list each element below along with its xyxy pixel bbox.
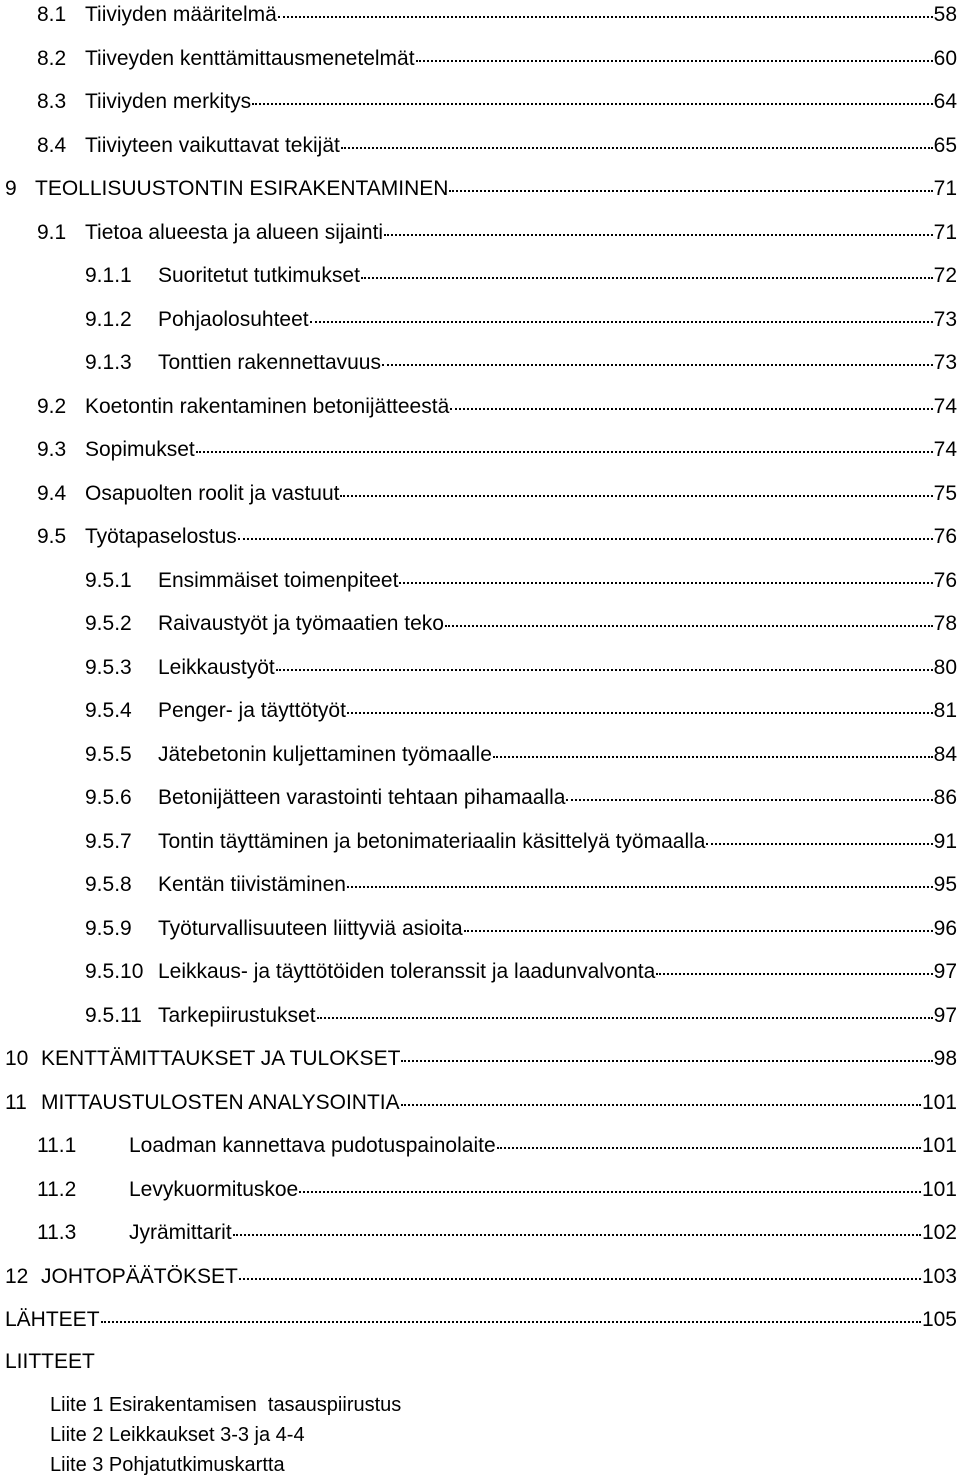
dot-leader (317, 1017, 933, 1019)
dot-leader (493, 756, 933, 758)
toc-entry[interactable] (37, 522, 957, 552)
toc-entry-number: 9.5.9 (85, 916, 132, 940)
toc-entry-number: 9.1.1 (85, 264, 132, 287)
toc-entry-page: 81 (933, 699, 957, 722)
toc-entry-number: 9.5.4 (85, 699, 132, 722)
toc-entry-number: 11.1 (37, 1134, 77, 1157)
toc-entry-page: 73 (933, 351, 957, 374)
toc-entry[interactable] (85, 783, 957, 813)
toc-entry-page: 76 (933, 525, 957, 548)
toc-entry-page: 78 (933, 612, 957, 635)
dot-leader (341, 147, 933, 149)
toc-entry[interactable] (37, 44, 957, 74)
toc-entry-page: 65 (933, 133, 957, 157)
dot-leader (384, 234, 933, 236)
toc-entry-number: 11 (5, 1090, 27, 1114)
toc-entry-number: 9.1.2 (85, 307, 132, 331)
toc-entry[interactable] (85, 957, 957, 987)
toc-entry-title: Jyrämittarit (129, 1221, 232, 1244)
toc-entry-page: 74 (933, 438, 957, 461)
toc-entry-title: Jätebetonin kuljettaminen työmaalle (158, 742, 492, 766)
toc-entry-page: 102 (921, 1221, 957, 1244)
dot-leader (497, 1147, 921, 1149)
appendix-heading: LIITTEET (5, 1350, 95, 1373)
toc-entry-title: Tontin täyttäminen ja betonimateriaalin käsittelyä työmaalla (158, 829, 706, 853)
toc-entry[interactable] (37, 1218, 957, 1248)
toc-entry[interactable] (85, 827, 957, 857)
dot-leader (361, 277, 933, 279)
dot-leader (310, 321, 933, 323)
toc-entry-number: 11.2 (37, 1177, 77, 1201)
toc-entry-number: 11.3 (37, 1221, 77, 1244)
toc-entry-number: 9.5.7 (85, 829, 132, 853)
toc-entry-number: 9.5.5 (85, 742, 132, 766)
toc-entry-title: Sopimukset (85, 438, 195, 461)
toc-entry-page: 72 (933, 264, 957, 287)
toc-entry-number: 8.2 (37, 46, 67, 70)
dot-leader (401, 1104, 921, 1106)
toc-entry[interactable] (85, 609, 957, 639)
toc-entry[interactable] (85, 914, 957, 944)
toc-entry-title: Pohjaolosuhteet (158, 307, 309, 331)
toc-entry-title: Loadman kannettava pudotuspainolaite (129, 1134, 496, 1157)
toc-entry-title: Tiiviyteen vaikuttavat tekijät (85, 133, 340, 157)
dot-leader (276, 669, 933, 671)
toc-entry-page: 103 (921, 1264, 957, 1288)
toc-entry-title: Kentän tiivistäminen (158, 873, 346, 896)
dot-leader (401, 1060, 932, 1062)
toc-entry-title: Tietoa alueesta ja alueen sijainti (85, 220, 384, 244)
dot-leader (706, 843, 932, 845)
toc-entry-number: 10 (5, 1047, 29, 1070)
toc-entry-page: 98 (933, 1047, 957, 1070)
toc-entry-title: Ensimmäiset toimenpiteet (158, 568, 399, 592)
toc-entry-title: MITTAUSTULOSTEN ANALYSOINTIA (41, 1090, 400, 1114)
toc-entry[interactable] (85, 740, 957, 770)
toc-entry[interactable] (37, 218, 957, 248)
appendix-item: Liite 2 Leikkaukset 3-3 ja 4-4 (50, 1424, 305, 1446)
toc-entry-number: 9.4 (37, 481, 67, 505)
toc-entry-title: TEOLLISUUSTONTIN ESIRAKENTAMINEN (35, 177, 449, 200)
toc-entry-page: 71 (933, 177, 957, 200)
toc-entry-title: LÄHTEET (5, 1308, 100, 1331)
toc-entry-title: Osapuolten roolit ja vastuut (85, 481, 340, 505)
toc-entry-page: 101 (921, 1177, 957, 1201)
toc-entry[interactable] (37, 0, 957, 30)
toc-entry[interactable] (85, 261, 957, 291)
dot-leader (347, 712, 933, 714)
toc-entry-title: Raivaustyöt ja työmaatien teko (158, 612, 444, 635)
toc-entry-number: 9.5.11 (85, 1003, 142, 1027)
appendix-item: Liite 1 Esirakentamisen tasauspiirustus (50, 1394, 402, 1416)
dot-leader (340, 495, 932, 497)
toc-entry-title: Tiiviyden määritelmä (85, 3, 277, 26)
toc-entry[interactable] (37, 479, 957, 509)
toc-entry-number: 8.1 (37, 3, 67, 26)
toc-entry-number: 9.5.8 (85, 873, 132, 896)
dot-leader (399, 582, 932, 584)
toc-entry-title: Koetontin rakentaminen betonijätteestä (85, 394, 450, 418)
toc-entry-page: 101 (921, 1090, 957, 1114)
dot-leader (416, 60, 933, 62)
toc-entry[interactable] (5, 1262, 957, 1292)
toc-entry[interactable] (37, 1175, 957, 1205)
toc-entry[interactable] (37, 131, 957, 161)
toc-entry[interactable] (5, 174, 957, 204)
toc-entry-title: Levykuormituskoe (129, 1177, 299, 1201)
dot-leader (382, 364, 933, 366)
toc-entry-page: 80 (933, 655, 957, 679)
toc-entry-number: 9.5.2 (85, 612, 132, 635)
dot-leader (196, 451, 933, 453)
toc-entry-title: JOHTOPÄÄTÖKSET (41, 1264, 238, 1288)
dot-leader (299, 1191, 921, 1193)
toc-entry-page: 74 (933, 394, 957, 418)
toc-entry-title: Suoritetut tutkimukset (158, 264, 360, 287)
toc-entry-number: 9.3 (37, 438, 67, 461)
toc-entry[interactable] (85, 348, 957, 378)
toc-entry-page: 58 (933, 3, 957, 26)
toc-entry[interactable] (85, 870, 957, 900)
toc-entry-page: 71 (933, 220, 957, 244)
dot-leader (239, 1278, 921, 1280)
toc-entry[interactable] (85, 696, 957, 726)
toc-entry[interactable] (37, 392, 957, 422)
dot-leader (252, 103, 933, 105)
toc-entry-number: 9.2 (37, 394, 67, 418)
toc-entry-title: Työtapaselostus (85, 525, 237, 548)
toc-entry-number: 9 (5, 177, 17, 200)
toc-entry-title: Tarkepiirustukset (158, 1003, 316, 1027)
toc-entry-page: 73 (933, 307, 957, 331)
toc-entry-title: Tiiviyden merkitys (85, 90, 252, 113)
dot-leader (566, 799, 932, 801)
toc-entry[interactable] (85, 653, 957, 683)
toc-entry-page: 60 (933, 46, 957, 70)
toc-entry-number: 9.5.10 (85, 960, 144, 983)
toc-entry-page: 75 (933, 481, 957, 505)
toc-entry-title: Tonttien rakennettavuus (158, 351, 381, 374)
toc-entry-title: Betonijätteen varastointi tehtaan pihamaalla (158, 786, 566, 809)
toc-entry-title: Penger- ja täyttötyöt (158, 699, 346, 722)
toc-entry-page: 96 (933, 916, 957, 940)
dot-leader (449, 190, 932, 192)
toc-entry-page: 64 (933, 90, 957, 113)
toc-entry-page: 101 (921, 1134, 957, 1157)
toc-entry-number: 8.3 (37, 90, 67, 113)
toc-entry-number: 9.1 (37, 220, 67, 244)
toc-entry[interactable] (85, 1001, 957, 1031)
toc-entry-number: 9.5 (37, 525, 67, 548)
toc-entry[interactable] (5, 1088, 957, 1118)
toc-entry-page: 95 (933, 873, 957, 896)
toc-entry-page: 105 (921, 1308, 957, 1331)
toc-entry-number: 9.1.3 (85, 351, 132, 374)
toc-entry-title: Leikkaus- ja täyttötöiden toleranssit ja laadunvalvonta (158, 960, 656, 983)
toc-entry-number: 12 (5, 1264, 29, 1288)
toc-entry[interactable] (5, 1044, 957, 1074)
toc-entry-title: KENTTÄMITTAUKSET JA TULOKSET (41, 1047, 401, 1070)
toc-entry[interactable] (85, 305, 957, 335)
toc-entry-page: 76 (933, 568, 957, 592)
toc-entry[interactable] (37, 87, 957, 117)
dot-leader (278, 16, 933, 18)
dot-leader (101, 1321, 921, 1323)
toc-entry-number: 9.5.3 (85, 655, 132, 679)
dot-leader (233, 1234, 921, 1236)
appendix-item: Liite 3 Pohjatutkimuskartta (50, 1454, 285, 1476)
toc-entry-page: 97 (933, 1003, 957, 1027)
dot-leader (238, 538, 933, 540)
toc-entry-title: Leikkaustyöt (158, 655, 275, 679)
toc-entry[interactable] (37, 435, 957, 465)
toc-entry-number: 9.5.6 (85, 786, 132, 809)
toc-entry[interactable] (85, 566, 957, 596)
toc-entry-number: 9.5.1 (85, 568, 132, 592)
dot-leader (347, 886, 933, 888)
dot-leader (656, 973, 932, 975)
toc-entry-title: Työturvallisuuteen liittyviä asioita (158, 916, 463, 940)
toc-entry[interactable] (5, 1305, 957, 1335)
dot-leader (464, 930, 933, 932)
toc-entry-page: 86 (933, 786, 957, 809)
dot-leader (450, 408, 932, 410)
dot-leader (445, 625, 933, 627)
toc-entry-title: Tiiveyden kenttämittausmenetelmät (85, 46, 415, 70)
toc-entry-number: 8.4 (37, 133, 67, 157)
toc-entry-page: 97 (933, 960, 957, 983)
toc-entry[interactable] (37, 1131, 957, 1161)
toc-entry-page: 84 (933, 742, 957, 766)
toc-entry-page: 91 (933, 829, 957, 853)
